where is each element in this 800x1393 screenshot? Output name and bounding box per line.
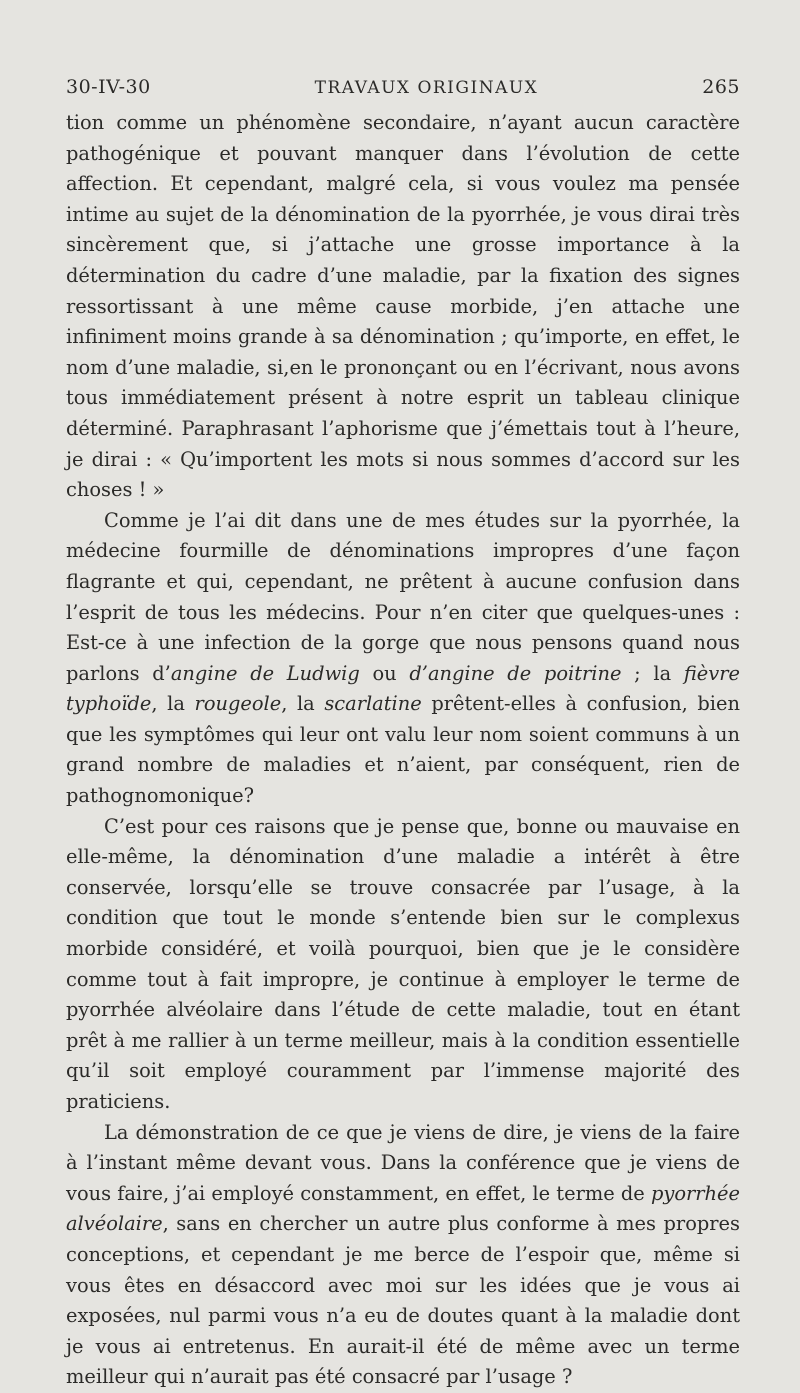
text-run: La démonstration de ce que je viens de dire, je viens de la faire à l’instant même devant vous. Dans la conférence que je viens de vous faire, j’ai employé constamment, en effet, le terme de: [66, 1120, 740, 1205]
header-date: 30-IV-30: [66, 76, 151, 98]
italic-term: scarlatine: [324, 692, 422, 716]
text-run: Comme je l’ai dit dans une de mes études sur la pyorrhée, la médecine fourmille de dénominations impropres d’une façon flagrante et qui, cependant, ne prêtent à aucune confusion dans l’esprit de tous les médecins. Pour n’en citer que quelques-unes : Est-ce à une infection de la gorge que nous pensons quand nous parlons d’: [66, 508, 740, 685]
italic-term: angine de Ludwig: [170, 661, 360, 685]
header-title: TRAVAUX ORIGINAUX: [314, 78, 539, 98]
italic-term: pyorrhée alvéolaire: [66, 1181, 740, 1236]
italic-term: fièvre typhoïde: [66, 661, 740, 716]
text-run: , la: [281, 692, 325, 716]
italic-term: rougeole: [194, 692, 282, 716]
text-run: C’est pour ces raisons que je pense que, bonne ou mauvaise en elle-même, la dénomination d’une maladie a intérêt à être conservée, lorsqu’elle se trouve consacrée par l’usage, à la condition que tout le monde s’entende bien sur le complexus morbide considéré, et voilà pourquoi, bien que je le considère comme tout à fait impropre, je continue à employer le terme de pyorrhée alvéolaire dans l’étude de cette maladie, tout en étant prêt à me rallier à un terme meilleur, mais à la condition essentielle qu’il soit employé couramment par l’immense majorité des praticiens.: [66, 814, 740, 1113]
page-number: 265: [702, 76, 740, 98]
text-run: prêtent-elles à confusion, bien que les symptômes qui leur ont valu leur nom soient communs à un grand nombre de maladies et n’aient, par conséquent, rien de pathognomonique?: [66, 692, 740, 808]
text-run: ou: [359, 661, 410, 685]
paragraph: [66, 506, 740, 812]
paragraph: [66, 108, 740, 506]
running-head: [66, 76, 740, 98]
paragraph: [66, 1118, 740, 1393]
body-text: [66, 108, 740, 1393]
text-run: tion comme un phénomène secondaire, n’ayant aucun caractère pathogénique et pouvant manquer dans l’évolution de cette affection. Et cependant, malgré cela, si vous voulez ma pensée intime au sujet de la dénomination de la pyorrhée, je vous dirai très sincèrement que, si j’attache une grosse importance à la détermination du cadre d’une maladie, par la fixation des signes ressortissant à une même cause morbide, j’en attache une infiniment moins grande à sa dénomination ; qu’importe, en effet, le nom d’une maladie, si,en le prononçant ou en l’écrivant, nous avons tous immédiatement présent à notre esprit un tableau clinique déterminé. Paraphrasant l’aphorisme que j’émettais tout à l’heure, je dirai : « Qu’importent les mots si nous sommes d’accord sur les choses ! »: [66, 111, 740, 502]
text-run: , la: [151, 692, 195, 716]
italic-term: d’angine de poitrine: [409, 661, 622, 685]
paragraph: [66, 812, 740, 1118]
text-run: ; la: [621, 661, 684, 685]
text-run: , sans en chercher un autre plus conforme à mes propres conceptions, et cependant je me berce de l’espoir que, même si vous êtes en désaccord avec moi sur les idées que je vous ai exposées, nul parmi vous n’a eu de doutes quant à la maladie dont je vous ai entretenus. En aurait-il été de même avec un terme meilleur qui n’aurait pas été consacré par l’usage ?: [66, 1212, 740, 1389]
